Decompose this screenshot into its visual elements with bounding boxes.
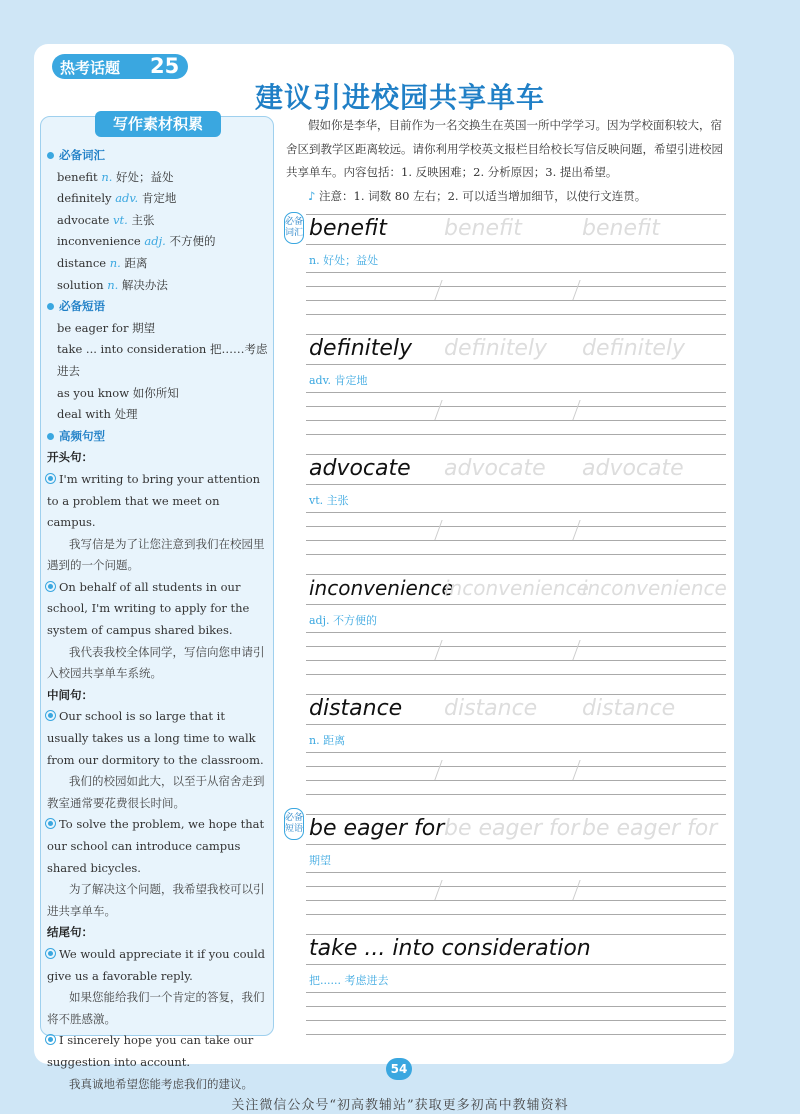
vocab-section-title: 必备词汇	[47, 145, 269, 167]
sentence-zh: 我代表我校全体同学，写信向您申请引入校园共享单车系统。	[47, 644, 265, 681]
guide-line	[306, 392, 726, 393]
guide-line	[306, 1006, 726, 1007]
guide-line	[306, 914, 726, 915]
sentence-en: Our school is so large that it usually takes us a long time to walk from our dormitory to the classroom.	[47, 709, 264, 767]
sentence-en: I'm writing to bring your attention to a problem that we meet on campus.	[47, 471, 261, 530]
bullet-dot-icon	[47, 303, 54, 310]
page-number: 54	[386, 1058, 412, 1080]
trace-word: advocate	[582, 456, 684, 481]
target-bullet-icon	[45, 948, 56, 959]
guide-line	[306, 300, 726, 301]
trace-word: be eager for	[582, 816, 718, 841]
trace-word: distance	[444, 696, 538, 721]
sentence-en: I sincerely hope you can take our suggestion into account.	[47, 1033, 254, 1069]
trace-word: advocate	[444, 456, 546, 481]
practice-meaning: adv. 肯定地	[309, 374, 368, 387]
practice-word: take ... into consideration	[309, 936, 591, 961]
topic-tag-number: 25	[150, 54, 180, 78]
phrase-item: take ... into consideration 把……考虑进去	[57, 342, 268, 378]
vocab-item: definitely adv. 肯定地	[57, 191, 177, 206]
guide-line	[306, 214, 726, 215]
guide-line	[306, 244, 726, 245]
target-bullet-icon	[45, 710, 56, 721]
guide-line	[306, 886, 726, 887]
guide-line	[306, 1034, 726, 1035]
topic-tag-label: 热考话题	[60, 59, 121, 77]
guide-line	[306, 900, 726, 901]
footer-note: 关注微信公众号“初高教辅站”获取更多初高中教辅资料	[231, 1098, 569, 1113]
sentence-zh: 我们的校园如此大，以至于从宿舍走到教室通常要花费很长时间。	[47, 774, 265, 810]
guide-line	[306, 526, 726, 527]
guide-line	[306, 286, 726, 287]
guide-line	[306, 934, 726, 935]
practice-meaning: vt. 主张	[309, 494, 349, 507]
guide-line	[306, 724, 726, 725]
note-icon: ♪	[308, 188, 316, 203]
sentence-en: We would appreciate it if you could give us a favorable reply.	[47, 946, 265, 983]
vocab-item: inconvenience adj. 不方便的	[57, 234, 216, 249]
vocab-item: solution n. 解决办法	[57, 277, 168, 292]
page-title: 建议引进校园共享单车	[254, 81, 545, 114]
guide-line	[306, 780, 726, 781]
guide-line	[306, 420, 726, 421]
phrase-section-title: 必备短语	[47, 296, 269, 318]
task-prompt: 假如你是李华，目前作为一名交换生在英国一所中学学习。因为学校面积较大，宿舍区到教学区距离较远。请你利用学校英文报栏目给校长写信反映问题，希望引进校园共享单车。内容包括：1. 反映困难；2. 分析原因；3. 提出希望。	[286, 118, 723, 179]
trace-word: inconvenience	[444, 576, 589, 600]
guide-line	[306, 454, 726, 455]
practice-word: be eager for	[309, 816, 445, 841]
sentence-zh: 如果您能给我们一个肯定的答复，我们将不胜感激。	[47, 990, 265, 1026]
vocab-item: benefit n. 好处；益处	[57, 169, 174, 184]
middle-label: 中间句：	[47, 687, 93, 702]
sentence-en: On behalf of all students in our school, I'm writing to apply for the system of campus shared bikes.	[47, 579, 250, 638]
phrase-item: be eager for 期望	[57, 320, 156, 335]
practice-meaning: adj. 不方便的	[309, 614, 378, 627]
practice-meaning: n. 好处；益处	[309, 254, 379, 267]
guide-line	[306, 766, 726, 767]
trace-word: definitely	[444, 336, 548, 361]
guide-line	[306, 484, 726, 485]
bullet-dot-icon	[47, 152, 54, 159]
practice-word: benefit	[309, 216, 387, 241]
practice-meaning: n. 距离	[309, 734, 346, 747]
phrase-side-label: 必备短语	[284, 808, 304, 840]
guide-line	[306, 1020, 726, 1021]
sentence-zh: 为了解决这个问题，我希望我校可以引进共享单车。	[47, 882, 265, 918]
guide-line	[306, 434, 726, 435]
ending-label: 结尾句：	[47, 925, 93, 940]
writing-material-sidebar	[40, 115, 274, 1091]
guide-line	[306, 364, 726, 365]
practice-word: advocate	[309, 456, 411, 481]
guide-line	[306, 964, 726, 965]
phrase-item: as you know 如你所知	[57, 385, 179, 400]
guide-line	[306, 554, 726, 555]
guide-line	[306, 540, 726, 541]
target-bullet-icon	[45, 581, 56, 592]
trace-word: benefit	[582, 216, 660, 241]
vocab-item: advocate vt. 主张	[57, 212, 155, 227]
sidebar-heading: 写作素材积累	[95, 111, 221, 137]
trace-word: definitely	[582, 336, 686, 361]
guide-line	[306, 814, 726, 815]
target-bullet-icon	[45, 473, 56, 484]
guide-line	[306, 844, 726, 845]
guide-line	[306, 674, 726, 675]
trace-word: be eager for	[444, 816, 580, 841]
sentence-en: To solve the problem, we hope that our school can introduce campus shared bicycles.	[47, 817, 265, 875]
guide-line	[306, 632, 726, 633]
trace-word: benefit	[444, 216, 522, 241]
target-bullet-icon	[45, 1034, 56, 1045]
guide-line	[306, 406, 726, 407]
guide-line	[306, 646, 726, 647]
sidebar-content	[47, 145, 269, 1095]
guide-line	[306, 694, 726, 695]
guide-line	[306, 272, 726, 273]
sentence-zh: 我真诚地希望您能考虑我们的建议。	[69, 1076, 253, 1091]
task-note: ♪ 注意：1. 词数 80 左右；2. 可以适当增加细节，以使行文连贯。	[308, 188, 647, 203]
practice-word: definitely	[309, 336, 413, 361]
guide-line	[306, 314, 726, 315]
practice-word: distance	[309, 696, 403, 721]
vocab-item: distance n. 距离	[57, 255, 148, 270]
guide-line	[306, 872, 726, 873]
guide-line	[306, 604, 726, 605]
writing-task	[286, 114, 730, 208]
practice-meaning: 把...... 考虑进去	[309, 974, 389, 987]
opening-label: 开头句：	[47, 450, 93, 465]
practice-word: inconvenience	[309, 576, 454, 600]
trace-word: distance	[582, 696, 676, 721]
phrase-item: deal with 处理	[57, 407, 138, 422]
guide-line	[306, 334, 726, 335]
bullet-dot-icon	[47, 433, 54, 440]
trace-word: inconvenience	[582, 576, 727, 600]
guide-line	[306, 794, 726, 795]
practice-meaning: 期望	[309, 854, 331, 867]
guide-line	[306, 752, 726, 753]
vocab-side-label: 必备词汇	[284, 212, 304, 244]
guide-line	[306, 574, 726, 575]
guide-line	[306, 512, 726, 513]
topic-tag	[52, 54, 188, 79]
sentence-zh: 我写信是为了让您注意到我们在校园里遇到的一个问题。	[47, 536, 265, 573]
sentence-section-title: 高频句型	[47, 426, 269, 448]
guide-line	[306, 660, 726, 661]
guide-line	[306, 992, 726, 993]
target-bullet-icon	[45, 818, 56, 829]
